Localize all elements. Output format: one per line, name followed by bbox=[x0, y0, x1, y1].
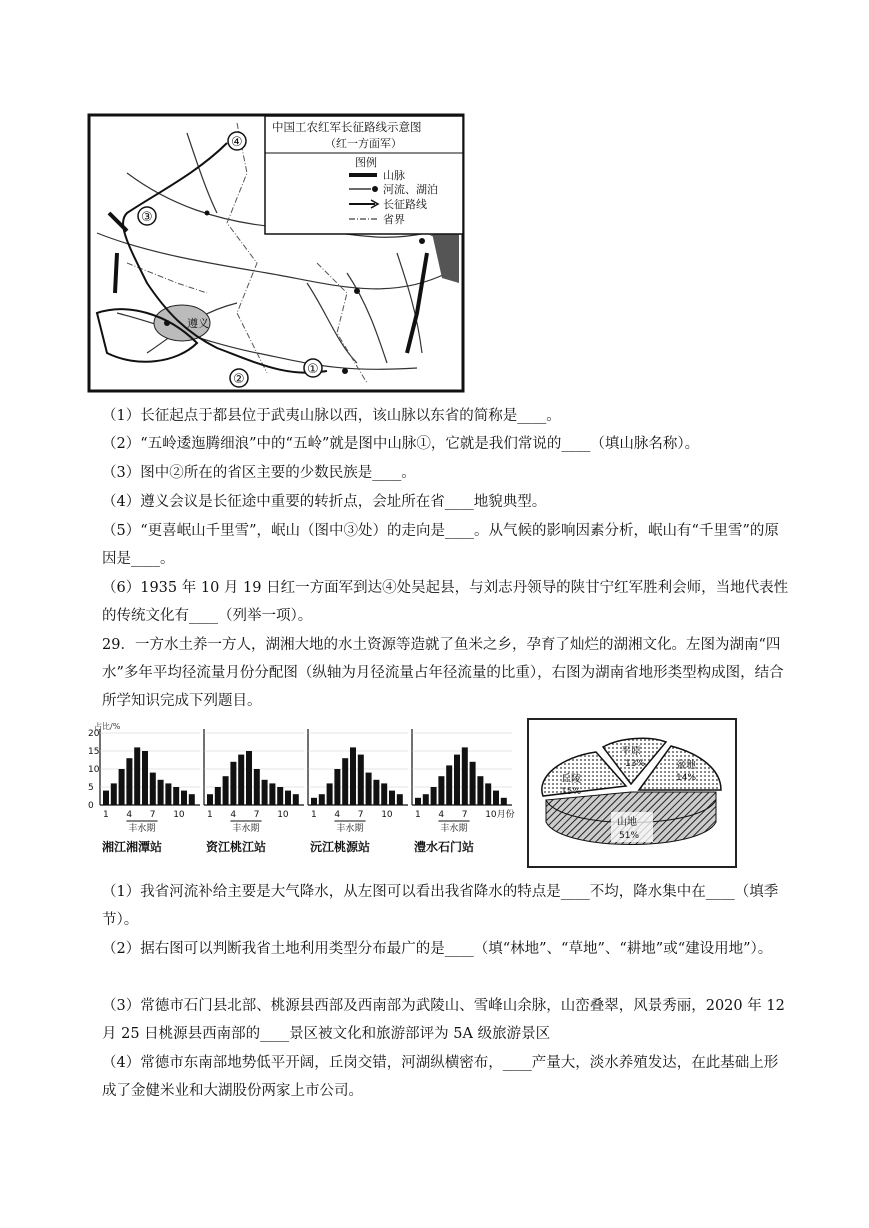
x-tick-label: 7 bbox=[253, 810, 260, 820]
bar-10 bbox=[277, 787, 283, 805]
pie-value-hills: 15% bbox=[561, 787, 582, 797]
bar-9 bbox=[269, 783, 275, 805]
legend-border: 省界 bbox=[383, 213, 405, 226]
bar-4 bbox=[230, 762, 236, 805]
x-tick-label: 10月份 bbox=[485, 810, 515, 820]
q28-sub2: （2）“五岭逶迤腾细浪”中的“五岭”就是图中山脉①，它就是我们常说的____（填山脉名称）。 bbox=[102, 436, 700, 452]
x-tick-label: 1 bbox=[415, 810, 421, 820]
bar-7 bbox=[150, 773, 156, 805]
pie-label-mountain: 山地 bbox=[617, 817, 637, 828]
bar-10 bbox=[173, 787, 179, 805]
pie-label-basin: 盆地 bbox=[676, 760, 696, 771]
bar-1 bbox=[415, 798, 421, 805]
bar-6 bbox=[246, 751, 252, 805]
q29-sub4: （4）常德市东南部地势低平开阔，丘岗交错，河湖纵横密布，____产量大，淡水养殖发达，在此基础上形成了金健米业和大湖股份两家上市公司。 bbox=[102, 1055, 779, 1099]
bar-2 bbox=[423, 794, 429, 805]
bar-8 bbox=[366, 773, 372, 805]
pie-label-hills: 丘陵 bbox=[561, 774, 581, 785]
zunyi-region bbox=[154, 305, 210, 341]
y-tick-label: 20 bbox=[88, 729, 100, 739]
x-tick-label: 4 bbox=[230, 810, 237, 820]
runoff-chart bbox=[86, 719, 516, 867]
x-tick-label: 1 bbox=[311, 810, 317, 820]
bar-11 bbox=[389, 791, 395, 805]
zunyi-label: 遵义 bbox=[187, 317, 209, 330]
y-tick-label: 10 bbox=[88, 765, 100, 775]
x-tick-label: 7 bbox=[357, 810, 364, 820]
bar-1 bbox=[207, 794, 213, 805]
map-legend bbox=[265, 116, 463, 234]
x-tick-label: 4 bbox=[438, 810, 445, 820]
bar-5 bbox=[134, 747, 140, 805]
pie-value-mountain: 51% bbox=[619, 831, 640, 841]
map-title: 中国工农红军长征路线示意图 bbox=[272, 120, 422, 134]
runoff-panel-4 bbox=[412, 729, 515, 854]
bar-8 bbox=[470, 762, 476, 805]
x-tick-label: 1 bbox=[103, 810, 109, 820]
marker-2 bbox=[230, 369, 248, 387]
svg-text:①: ① bbox=[307, 362, 319, 377]
flood-period-label: 丰水期 bbox=[336, 824, 364, 834]
bar-9 bbox=[165, 783, 171, 805]
q29-sub1: （1）我省河流补给主要是大气降水，从左图可以看出我省降水的特点是____不均，降水集中在____（填季节）。 bbox=[102, 884, 779, 928]
y-tick-label: 5 bbox=[88, 783, 94, 793]
marker-1 bbox=[304, 359, 322, 377]
x-tick-label: 10 bbox=[173, 810, 185, 820]
bar-3 bbox=[119, 769, 125, 805]
runoff-panel-2 bbox=[204, 729, 304, 854]
map-subtitle: （红一方面军） bbox=[325, 137, 402, 150]
x-tick-label: 7 bbox=[461, 810, 468, 820]
q28-sub3: （3）图中②所在的省区主要的少数民族是____。 bbox=[102, 465, 416, 481]
x-tick-label: 4 bbox=[126, 810, 133, 820]
legend-title: 图例 bbox=[355, 156, 377, 169]
bar-6 bbox=[350, 747, 356, 805]
runoff-panel-1 bbox=[100, 729, 200, 854]
flood-period-label: 丰水期 bbox=[128, 824, 156, 834]
runoff-y-unit: 占比/% bbox=[94, 722, 121, 731]
bar-3 bbox=[223, 776, 229, 805]
bar-8 bbox=[158, 780, 164, 805]
bar-7 bbox=[358, 755, 364, 805]
bar-1 bbox=[311, 798, 317, 805]
bar-10 bbox=[485, 783, 491, 805]
flood-period-label: 丰水期 bbox=[232, 824, 260, 834]
bar-5 bbox=[238, 755, 244, 805]
x-tick-label: 1 bbox=[207, 810, 213, 820]
marker-4 bbox=[228, 132, 246, 150]
bar-5 bbox=[342, 758, 348, 805]
bar-4 bbox=[334, 769, 340, 805]
bar-12 bbox=[501, 798, 507, 805]
bar-9 bbox=[373, 780, 379, 805]
bar-2 bbox=[111, 783, 117, 805]
q28-sub6: （6）1935 年 10 月 19 日红一方面军到达④处吴起县，与刘志丹领导的陕甘宁红军胜利会师，当地代表性的传统文化有____（列举一项）。 bbox=[102, 580, 789, 624]
bar-7 bbox=[462, 747, 468, 805]
bar-4 bbox=[126, 758, 132, 805]
long-march-map bbox=[87, 113, 467, 393]
bar-9 bbox=[477, 776, 483, 805]
bar-4 bbox=[438, 776, 444, 805]
pie-label-plain: 平原 bbox=[621, 746, 641, 757]
q28-sub4: （4）遵义会议是长征途中重要的转折点，会址所在省____地貌典型。 bbox=[102, 494, 547, 510]
bar-7 bbox=[254, 769, 260, 805]
q29-sub2: （2）据右图可以判断我省土地利用类型分布最广的是____（填“林地”、“草地”、“耕地”或“建设用地”）。 bbox=[102, 941, 773, 957]
bar-1 bbox=[103, 791, 109, 805]
legend-route: 长征路线 bbox=[383, 198, 427, 211]
bar-6 bbox=[142, 751, 148, 805]
bar-11 bbox=[285, 791, 291, 805]
bar-2 bbox=[319, 794, 325, 805]
y-tick-label: 15 bbox=[88, 747, 100, 757]
q28-sub5: （5）“更喜岷山千里雪”，岷山（图中③处）的走向是____。从气候的影响因素分析，岷山有“千里雪”的原因是____。 bbox=[102, 523, 779, 567]
y-tick-label: 0 bbox=[88, 801, 94, 811]
svg-text:②: ② bbox=[233, 372, 245, 387]
q29-intro: 29．一方水土养一方人，湖湘大地的水土资源等造就了鱼米之乡，孕育了灿烂的湖湘文化。左图为湖南“四水”多年平均径流量月份分配图（纵轴为月径流量占年径流量的比重），右图为湖南省地形类型构成图，结合所学知识完成下列题目。 bbox=[102, 637, 784, 709]
bar-11 bbox=[493, 791, 499, 805]
station-label: 湘江湘潭站 bbox=[102, 840, 163, 854]
q29-sub3: （3）常德市石门县北部、桃源县西部及西南部为武陵山、雪峰山余脉，山峦叠翠，风景秀丽，2020 年 12 月 25 日桃源县西南部的____景区被文化和旅游部评为 5A 级旅游景区 bbox=[102, 998, 785, 1042]
bar-12 bbox=[189, 794, 195, 805]
x-tick-label: 4 bbox=[334, 810, 341, 820]
bar-8 bbox=[262, 780, 268, 805]
bar-11 bbox=[181, 791, 187, 805]
bar-2 bbox=[215, 787, 221, 805]
station-label: 资江桃江站 bbox=[206, 840, 267, 854]
x-tick-label: 7 bbox=[149, 810, 156, 820]
bar-12 bbox=[293, 794, 299, 805]
pie-value-plain: 13% bbox=[625, 759, 646, 769]
bar-5 bbox=[446, 765, 452, 805]
svg-text:④: ④ bbox=[231, 135, 243, 150]
terrain-pie-chart bbox=[531, 722, 731, 862]
runoff-panel-3 bbox=[308, 729, 408, 854]
station-label: 澧水石门站 bbox=[414, 840, 475, 854]
legend-mountain: 山脉 bbox=[383, 169, 405, 182]
flood-period-label: 丰水期 bbox=[440, 824, 468, 834]
bar-3 bbox=[431, 787, 437, 805]
q28-sub1: （1）长征起点于都县位于武夷山脉以西，该山脉以东省的简称是____。 bbox=[102, 408, 561, 424]
bar-12 bbox=[397, 794, 403, 805]
x-tick-label: 10 bbox=[277, 810, 289, 820]
x-tick-label: 10 bbox=[381, 810, 393, 820]
station-label: 沅江桃源站 bbox=[310, 840, 371, 854]
marker-3 bbox=[138, 207, 156, 225]
legend-river: 河流、湖泊 bbox=[383, 183, 438, 196]
bar-3 bbox=[327, 783, 333, 805]
bar-6 bbox=[454, 755, 460, 805]
svg-text:③: ③ bbox=[141, 210, 153, 225]
pie-value-basin: 14% bbox=[676, 773, 697, 783]
bar-10 bbox=[381, 783, 387, 805]
